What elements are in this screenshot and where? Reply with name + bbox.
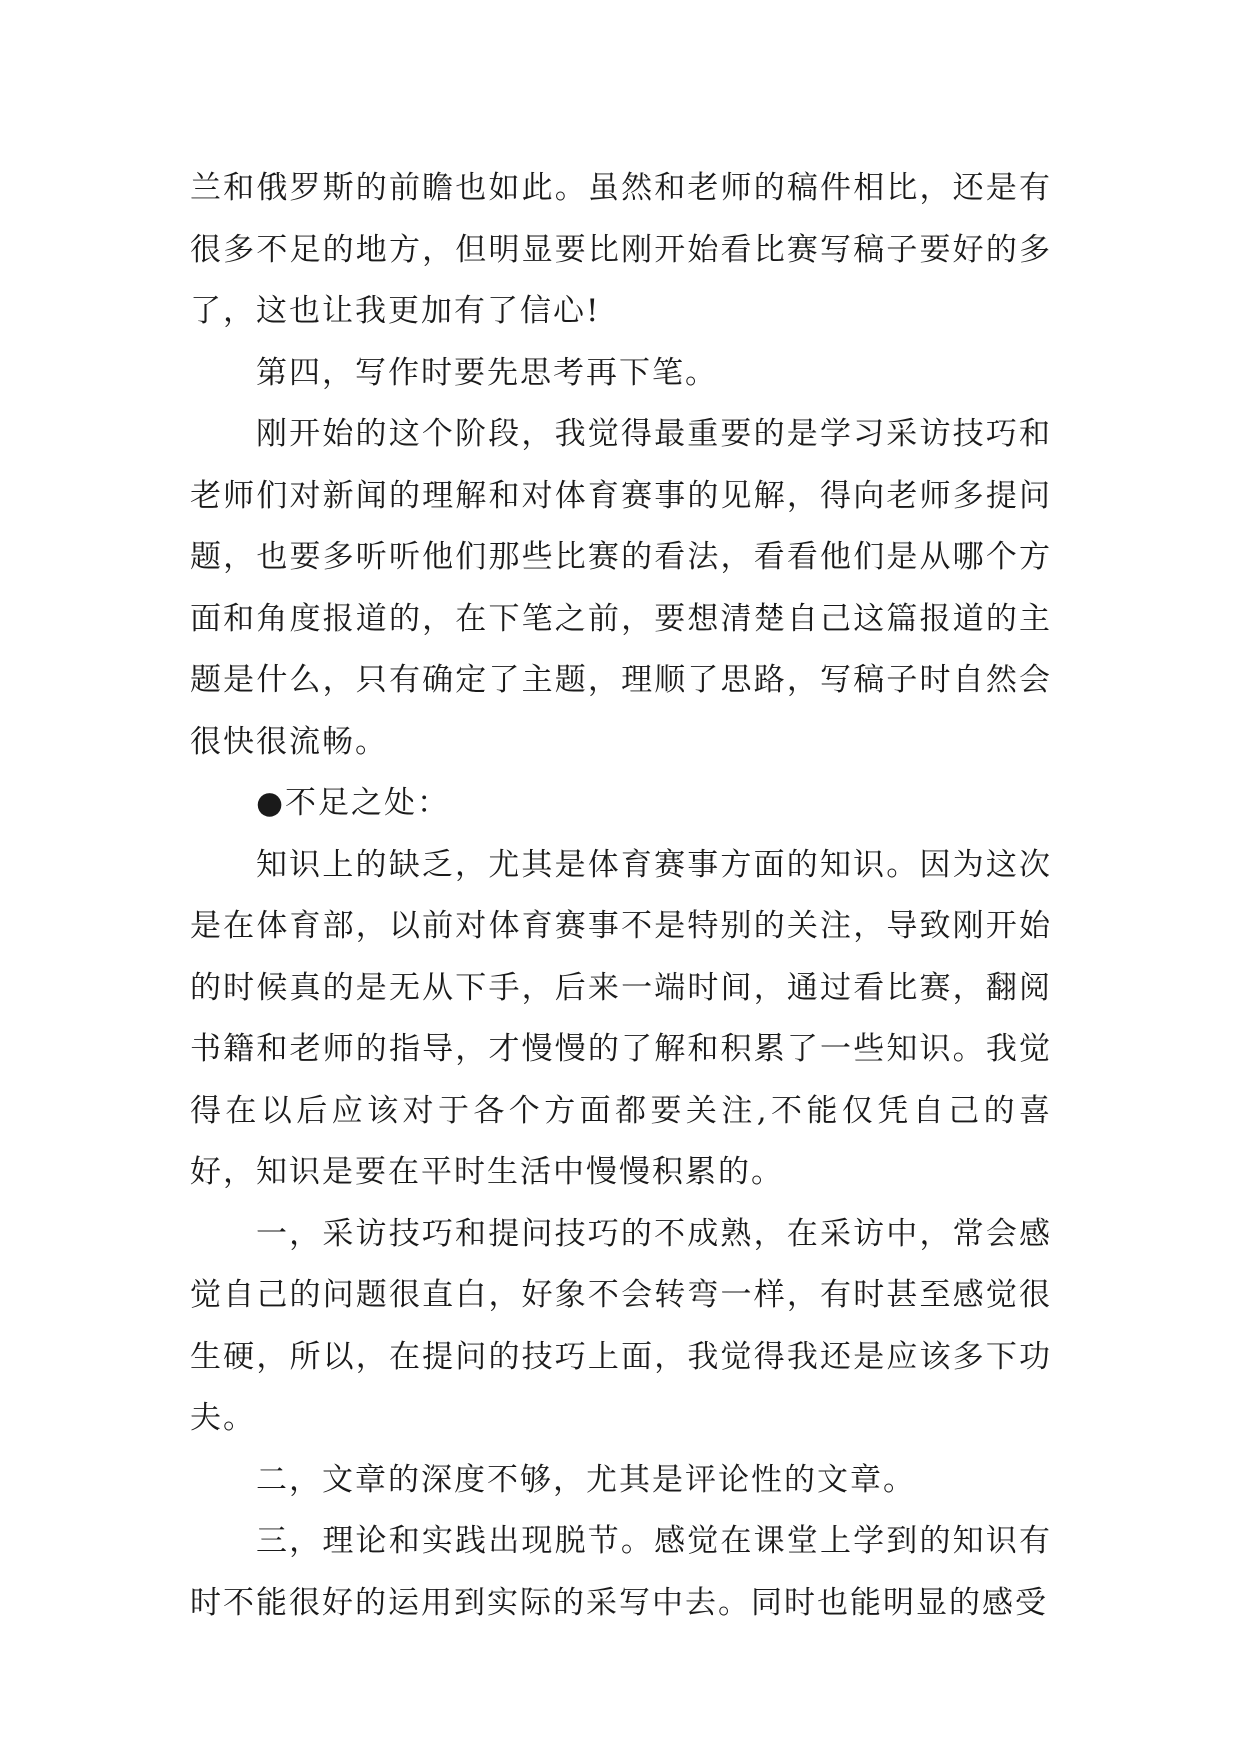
section-heading-shortcomings: ●不足之处： <box>256 785 451 821</box>
paragraph-shortcoming-three: 三，理论和实践出现脱节。感觉在课堂上学到的知识有时不能很好的运用到实际的采写中去。同时也能明显的感受 <box>190 1523 1052 1621</box>
document-body <box>190 158 1052 1634</box>
paragraph-shortcoming-one: 一，采访技巧和提问技巧的不成熟，在采访中，常会感觉自己的问题很直白，好象不会转弯一样，有时甚至感觉很生硬，所以，在提问的技巧上面，我觉得我还是应该多下功夫。 <box>190 1215 1052 1436</box>
paragraph-knowledge-lack: 知识上的缺乏，尤其是体育赛事方面的知识。因为这次是在体育部，以前对体育赛事不是特别的关注，导致刚开始的时候真的是无从下手，后来一端时间，通过看比赛，翻阅书籍和老师的指导，才慢慢的了解和积累了一些知识。我觉得在以后应该对于各个方面都要关注,不能仅凭自己的喜好，知识是要在平时生活中慢慢积累的。 <box>190 846 1052 1190</box>
paragraph-point-four: 第四，写作时要先思考再下笔。 <box>256 354 718 391</box>
paragraph-interview-skills: 刚开始的这个阶段，我觉得最重要的是学习采访技巧和老师们对新闻的理解和对体育赛事的见解，得向老师多提问题，也要多听听他们那些比赛的看法，看看他们是从哪个方面和角度报道的，在下笔之前，要想清楚自己这篇报道的主题是什么，只有确定了主题，理顺了思路，写稿子时自然会很快很流畅。 <box>190 416 1052 760</box>
paragraph-shortcoming-two: 二，文章的深度不够，尤其是评论性的文章。 <box>256 1461 916 1498</box>
paragraph-continuation: 兰和俄罗斯的前瞻也如此。虽然和老师的稿件相比，还是有很多不足的地方，但明显要比刚开始看比赛写稿子要好的多了，这也让我更加有了信心! <box>190 170 1052 329</box>
